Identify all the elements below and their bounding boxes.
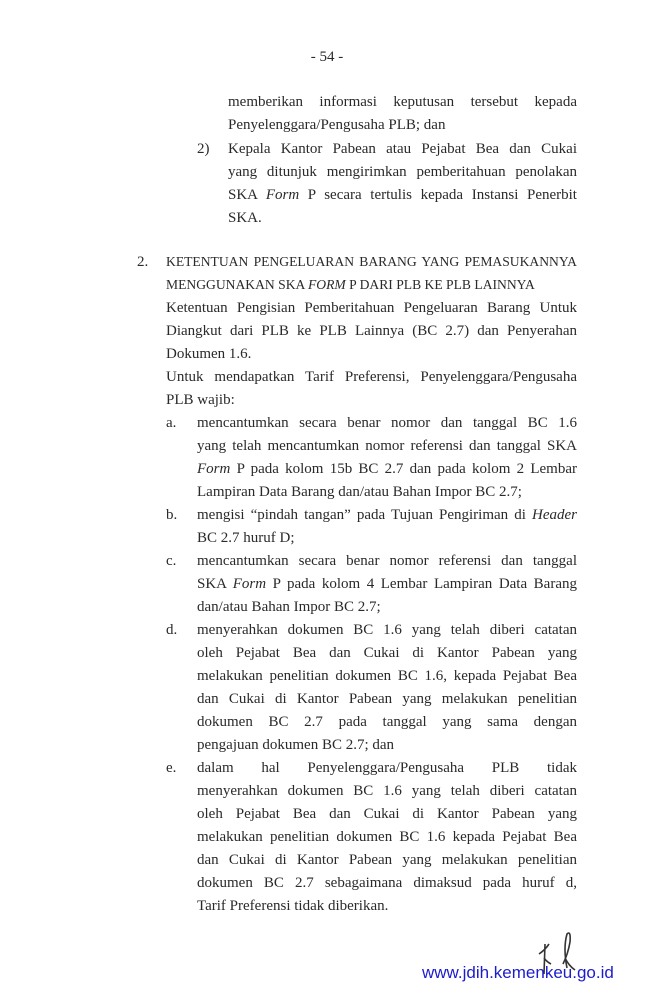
text-line <box>228 91 577 113</box>
text-line <box>166 251 577 273</box>
text-segment: Penyelenggara/Pengusaha PLB; dan <box>228 117 446 133</box>
text-segment: pengajuan dokumen BC 2.7; dan <box>197 737 395 753</box>
text-line <box>197 872 577 894</box>
text-segment: mengisi “pindah tangan” pada Tujuan Pengiriman di <box>197 507 532 523</box>
text-segment: MENGGUNAKAN SKA <box>166 277 308 292</box>
text-line <box>228 138 577 160</box>
text-segment: BC 2.7 huruf D; <box>197 530 295 546</box>
text-segment: oleh Pejabat Bea dan Cukai di Kantor Pabean yang <box>197 645 577 661</box>
text-line <box>197 849 577 871</box>
text-line <box>197 504 577 526</box>
text-segment: P secara tertulis kepada Instansi Penerbit <box>299 187 577 203</box>
list-marker: e. <box>166 760 177 776</box>
text-line <box>197 711 577 733</box>
text-segment: Kepala Kantor Pabean atau Pejabat Bea dan Cukai <box>228 141 577 157</box>
text-segment: mencantumkan secara benar nomor referensi dan tanggal <box>197 553 577 569</box>
italic-term: Header <box>532 507 577 523</box>
list-marker: d. <box>166 622 178 638</box>
text-line <box>197 412 577 434</box>
text-line <box>197 734 394 756</box>
italic-term: Form <box>265 187 300 203</box>
text-line <box>166 389 235 411</box>
text-segment: menyerahkan dokumen BC 1.6 yang telah diberi catatan <box>197 783 577 799</box>
list-marker: c. <box>166 553 177 569</box>
text-segment: KETENTUAN PENGELUARAN BARANG YANG PEMASUKANNYA <box>166 254 577 269</box>
text-line <box>228 184 577 206</box>
page-number: - 54 - <box>310 49 344 65</box>
text-segment: Untuk mendapatkan Tarif Preferensi, Penyelenggara/Pengusaha <box>166 369 577 385</box>
text-segment: dan/atau Bahan Impor BC 2.7; <box>197 599 381 615</box>
text-line <box>197 435 577 457</box>
text-segment: dan Cukai di Kantor Pabean yang melakukan penelitian <box>197 852 577 868</box>
italic-term: FORM <box>307 277 346 292</box>
text-segment: P DARI PLB KE PLB LAINNYA <box>345 277 535 292</box>
text-line <box>166 343 251 365</box>
text-segment: memberikan informasi keputusan tersebut kepada <box>228 94 577 110</box>
text-segment: P pada kolom 4 Lembar Lampiran Data Barang <box>266 576 577 592</box>
text-segment: SKA <box>228 187 266 203</box>
text-segment: oleh Pejabat Bea dan Cukai di Kantor Pabean yang <box>197 806 577 822</box>
text-segment: yang ditunjuk mengirimkan pemberitahuan penolakan <box>228 164 577 180</box>
text-line <box>197 527 295 549</box>
text-line <box>197 803 577 825</box>
text-line <box>197 619 577 641</box>
text-line <box>197 665 577 687</box>
text-line <box>197 780 577 802</box>
text-line <box>197 895 388 917</box>
text-line <box>197 642 577 664</box>
text-segment: melakukan penelitian dokumen BC 1.6, kepada Pejabat Bea <box>197 668 577 684</box>
text-line <box>228 207 262 229</box>
list-marker: 2. <box>137 254 149 270</box>
text-segment: dokumen BC 2.7 sebagaimana dimaksud pada huruf d, <box>197 875 577 891</box>
text-segment: melakukan penelitian dokumen BC 1.6 kepada Pejabat Bea <box>197 829 577 845</box>
text-segment: dan Cukai di Kantor Pabean yang melakukan penelitian <box>197 691 577 707</box>
text-line <box>197 458 577 480</box>
text-line <box>228 114 445 136</box>
list-marker: a. <box>166 415 177 431</box>
text-segment: dalam hal Penyelenggara/Pengusaha PLB tidak <box>197 760 577 776</box>
text-line <box>166 366 577 388</box>
text-segment: SKA <box>197 576 233 592</box>
text-line <box>197 688 577 710</box>
text-segment: Ketentuan Pengisian Pemberitahuan Pengeluaran Barang Untuk <box>166 300 577 316</box>
text-segment: Tarif Preferensi tidak diberikan. <box>197 898 389 914</box>
text-line <box>197 596 381 618</box>
text-line <box>197 757 577 779</box>
jdih-website-link[interactable]: www.jdih.kemenkeu.go.id <box>422 963 614 982</box>
italic-term: Form <box>232 576 267 592</box>
text-line <box>228 161 577 183</box>
text-segment: PLB wajib: <box>166 392 235 408</box>
text-line <box>197 550 577 572</box>
text-segment: SKA. <box>228 210 262 226</box>
text-line <box>166 297 577 319</box>
text-line <box>197 826 577 848</box>
text-line <box>166 274 535 296</box>
text-segment: P pada kolom 15b BC 2.7 dan pada kolom 2 Lembar <box>230 461 577 477</box>
text-segment: Lampiran Data Barang dan/atau Bahan Impor BC 2.7; <box>197 484 522 500</box>
text-line <box>197 573 577 595</box>
text-line <box>166 320 577 342</box>
text-segment: menyerahkan dokumen BC 1.6 yang telah diberi catatan <box>197 622 577 638</box>
text-segment: dokumen BC 2.7 pada tanggal yang sama dengan <box>197 714 577 730</box>
text-segment: Diangkut dari PLB ke PLB Lainnya (BC 2.7) dan Penyerahan <box>166 323 577 339</box>
list-marker: b. <box>166 507 178 523</box>
text-segment: mencantumkan secara benar nomor dan tanggal BC 1.6 <box>197 415 577 431</box>
text-line <box>197 481 522 503</box>
text-segment: yang telah mencantumkan nomor referensi dan tanggal SKA <box>197 438 577 454</box>
list-marker: 2) <box>197 141 210 157</box>
italic-term: Form <box>197 461 231 477</box>
text-segment: Dokumen 1.6. <box>166 346 252 362</box>
